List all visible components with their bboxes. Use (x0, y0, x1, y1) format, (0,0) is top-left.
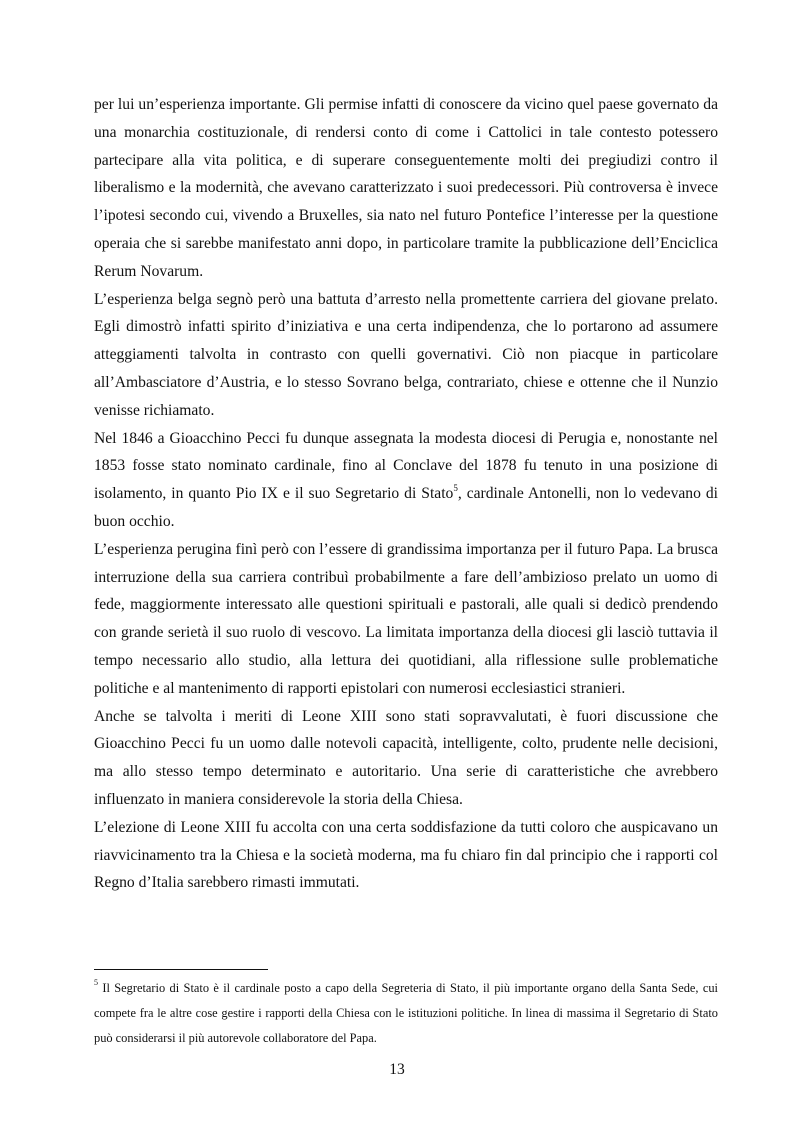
paragraph: L’esperienza perugina finì però con l’essere di grandissima importanza per il futuro Papa. La brusca interruzione della sua carriera contribuì probabilmente a fare dell’ambizioso prelato un uomo di fede, maggiormente interessato alle questioni spirituali e pastorali, alle quali si dedicò prendendo con grande serietà il suo ruolo di vescovo. La limitata importanza della diocesi gli lasciò tuttavia il tempo necessario allo studio, alla lettura dei quotidiani, alla riflessione sulle problematiche politiche e al mantenimento di rapporti epistolari con numerosi ecclesiastici stranieri. (94, 540, 718, 697)
paragraph: L’elezione di Leone XIII fu accolta con una certa soddisfazione da tutti coloro che auspicavano un riavvicinamento tra la Chiesa e la società moderna, ma fu chiaro fin dal principio che i rapporti col Regno d’Italia sarebbero rimasti immutati. (94, 818, 718, 892)
footnote (94, 976, 718, 1051)
paragraph-text: , cardinale Antonelli, non lo vedevano di buon occhio. (94, 485, 718, 530)
page-number: 13 (389, 1061, 405, 1078)
footnote-number: 5 (94, 977, 98, 987)
paragraph-text: Nel 1846 a Gioacchino Pecci fu dunque assegnata la modesta diocesi di Perugia e, nonostante nel 1853 fosse stato nominato cardinale, fino al Conclave del 1878 fu tenuto in una posizione di isolamento, in quanto Pio IX e il suo Segretario di Stato (94, 429, 718, 503)
footnote-reference[interactable]: 5 (453, 482, 458, 493)
paragraph: per lui un’esperienza importante. Gli permise infatti di conoscere da vicino quel paese governato da una monarchia costituzionale, di rendersi conto di come i Cattolici in tale contesto potessero partecipare alla vita politica, e di superare conseguentemente molti dei pregiudizi contro il liberalismo e la modernità, che avevano caratterizzato i suoi predecessori. Più controversa è invece l’ipotesi secondo cui, vivendo a Bruxelles, sia nato nel futuro Pontefice l’interesse per la questione operaia che si sarebbe manifestato anni dopo, in particolare tramite la pubblicazione dell’Enciclica Rerum Novarum. (94, 96, 718, 280)
paragraph: Anche se talvolta i meriti di Leone XIII sono stati sopravvalutati, è fuori discussione che Gioacchino Pecci fu un uomo dalle notevoli capacità, intelligente, colto, prudente nelle decisioni, ma allo stesso tempo determinato e autoritario. Una serie di caratteristiche che avrebbero influenzato in maniera considerevole la storia della Chiesa. (94, 707, 718, 808)
footnote-text: Il Segretario di Stato è il cardinale posto a capo della Segreteria di Stato, il più importante organo della Santa Sede, cui compete fra le altre cose gestire i rapporti della Chiesa con le istituzioni politiche. In linea di massima il Segretario di Stato può considerarsi il più autorevole collaboratore del Papa. (94, 981, 718, 1045)
paragraph (94, 425, 718, 536)
footnote-divider (94, 969, 268, 970)
body-text (94, 91, 718, 897)
paragraph: L’esperienza belga segnò però una battuta d’arresto nella promettente carriera del giovane prelato. Egli dimostrò infatti spirito d’iniziativa e una certa indipendenza, che lo portarono ad assumere atteggiamenti talvolta in contrasto con quelli governativi. Ciò non piacque in particolare all’Ambasciatore d’Austria, e lo stesso Sovrano belga, contrariato, chiese e ottenne che il Nunzio venisse richiamato. (94, 290, 718, 419)
